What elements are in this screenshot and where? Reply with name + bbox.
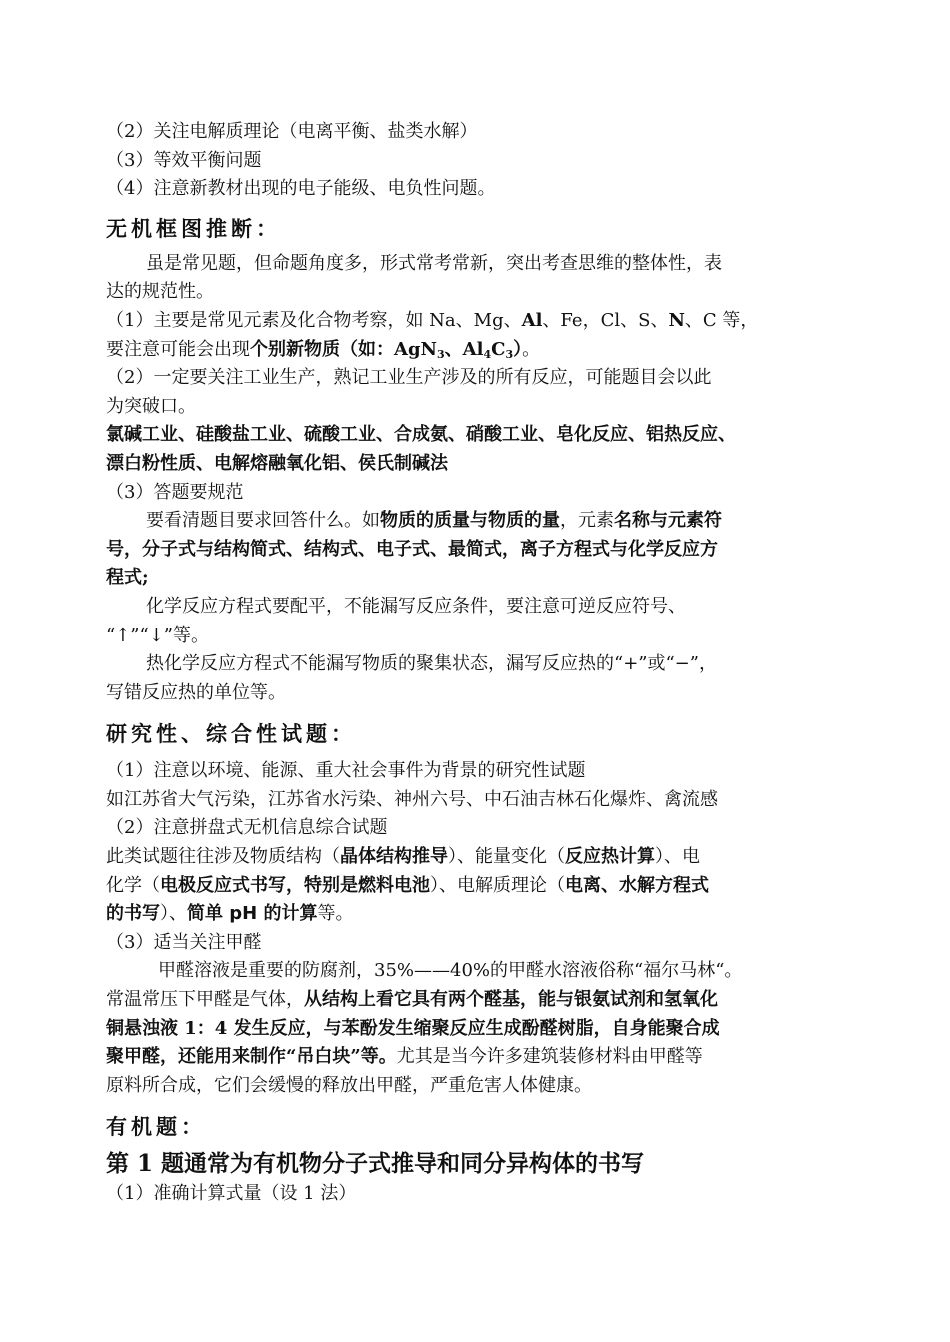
text-run: 、Al <box>444 338 484 360</box>
bold-text: 从结构上看它具有两个醛基，能与银氨试剂和氢氧化 <box>304 989 718 1011</box>
list-item: （3）等效平衡问题 <box>106 149 262 171</box>
text-run: 。 <box>522 338 541 360</box>
section-heading-organic: 有机题： <box>106 1115 206 1140</box>
bold-text: 聚甲醛，还能用来制作“吊白块”等。 <box>106 1046 397 1068</box>
list-item: （1）准确计算式量（设 1 法） <box>106 1183 357 1205</box>
list-item: （4）注意新教材出现的电子能级、电负性问题。 <box>106 178 496 200</box>
bold-text: 晶体结构推导 <box>340 846 448 868</box>
text-run: （1）主要是常见元素及化合物考察，如 Na、Mg、 <box>106 309 522 331</box>
bold-text: Al <box>521 309 543 331</box>
text-run: C <box>491 338 506 360</box>
paragraph-line: 如江苏省大气污染，江苏省水污染、神州六号、中石油吉林石化爆炸、禽流感 <box>106 788 718 810</box>
section-heading-inorganic: 无机框图推断： <box>106 216 281 241</box>
text-run: ，元素 <box>560 510 614 532</box>
paragraph-line: （2）一定要关注工业生产，熟记工业生产涉及的所有反应，可能题目会以此 <box>106 367 712 389</box>
paragraph-line: （2）注意拼盘式无机信息综合试题 <box>106 817 388 839</box>
paragraph-line: 虽是常见题，但命题角度多，形式常考常新，突出考查思维的整体性，表 <box>146 252 722 274</box>
paragraph-line: “↑”“↓”等。 <box>106 624 209 646</box>
section-heading-research: 研究性、综合性试题： <box>106 722 356 747</box>
text-run: 化学（ <box>106 874 160 896</box>
text-run: 要注意可能会出现 <box>106 338 250 360</box>
text-run: ）、能量变化（ <box>448 846 565 868</box>
bold-text: 的书写 <box>106 903 160 925</box>
text-run: 尤其是当今许多建筑装修材料由甲醛等 <box>396 1046 703 1068</box>
paragraph-line <box>106 843 850 872</box>
paragraph-line <box>106 1043 850 1072</box>
paragraph-line: 热化学反应方程式不能漏写物质的聚集状态，漏写反应热的“+”或“−”， <box>146 653 717 675</box>
text-run: 常温常压下甲醛是气体， <box>106 989 304 1011</box>
text-run: ）、 <box>160 903 187 925</box>
bold-text: N <box>668 309 685 331</box>
text-run: 、Fe，Cl、S、 <box>542 309 669 331</box>
text-run: ） <box>513 338 523 360</box>
bold-text <box>250 339 522 360</box>
paragraph-line: 达的规范性。 <box>106 281 214 303</box>
industry-list-line: 氯碱工业、硅酸盐工业、硫酸工业、合成氨、硝酸工业、皂化反应、铝热反应、 <box>106 424 736 446</box>
paragraph-line <box>106 307 850 336</box>
list-item: （2）关注电解质理论（电离平衡、盐类水解） <box>106 121 478 142</box>
paragraph-line: （3）适当关注甲醛 <box>106 931 262 953</box>
paragraph-line: 原料所合成，它们会缓慢的释放出甲醛，严重危害人体健康。 <box>106 1074 592 1096</box>
bold-text: 电离、水解方程式 <box>565 874 709 896</box>
bold-text: 电极反应式书写，特别是燃料电池 <box>160 874 430 896</box>
bold-text: 名称与元素符 <box>614 510 722 532</box>
text-run: 等。 <box>317 903 354 925</box>
paragraph-line <box>106 900 850 929</box>
paragraph-line: 化学反应方程式要配平，不能漏写反应条件，要注意可逆反应符号、 <box>146 595 686 617</box>
text-run: 此类试题往往涉及物质结构（ <box>106 846 340 868</box>
paragraph-line: （3）答题要规范 <box>106 481 244 503</box>
subheading: 第 1 题通常为有机物分子式推导和同分异构体的书写 <box>106 1150 645 1178</box>
subscript: 4 <box>483 347 492 361</box>
bold-text: 物质的质量与物质的量 <box>380 510 560 532</box>
bold-text: 简单 pH 的计算 <box>187 903 318 925</box>
text-run: ）、电 <box>655 846 700 868</box>
bold-text: 反应热计算 <box>565 846 655 868</box>
subscript: 3 <box>505 347 514 361</box>
paragraph-line: 铜悬浊液 1：4 发生反应，与苯酚发生缩聚反应生成酚醛树脂，自身能聚合成 <box>106 1017 720 1039</box>
document-page <box>106 118 850 1209</box>
paragraph-line: 写错反应热的单位等。 <box>106 681 286 703</box>
paragraph-line: 为突破口。 <box>106 395 196 417</box>
paragraph-line <box>106 336 850 365</box>
subscript: 3 <box>437 347 445 361</box>
text-run: 、C 等， <box>684 309 759 331</box>
paragraph-line <box>106 872 850 901</box>
industry-list-line: 漂白粉性质、电解熔融氧化铝、侯氏制碱法 <box>106 452 448 474</box>
paragraph-line: 程式; <box>106 567 149 589</box>
text-run: 个别新物质（如：AgN <box>250 338 438 360</box>
text-run: ）、电解质理论（ <box>430 874 565 896</box>
paragraph-line: （1）注意以环境、能源、重大社会事件为背景的研究性试题 <box>106 760 586 782</box>
paragraph-line <box>106 986 850 1015</box>
paragraph-line <box>106 507 850 536</box>
paragraph-line: 号，分子式与结构简式、结构式、电子式、最简式，离子方程式与化学反应方 <box>106 538 718 560</box>
text-run: 要看清题目要求回答什么。如 <box>146 510 380 532</box>
paragraph-line: 甲醛溶液是重要的防腐剂，35%——40%的甲醛水溶液俗称“福尔马林“。 <box>158 960 743 982</box>
